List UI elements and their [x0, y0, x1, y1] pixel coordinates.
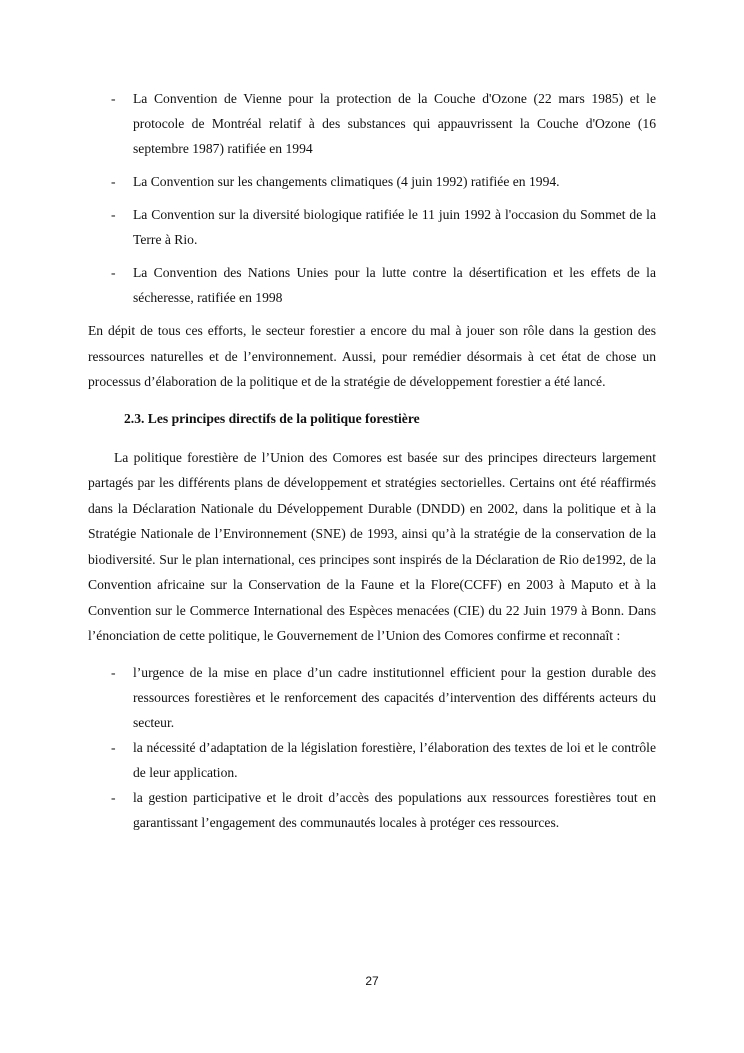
list-item-text: La Convention sur les changements climatiques (4 juin 1992) ratifiée en 1994. [133, 174, 560, 189]
list-bullet: - [111, 91, 116, 106]
list-bullet: - [111, 207, 116, 222]
paragraph-principles: La politique forestière de l’Union des Comores est basée sur des principes directeurs largement partagés par les différents plans de développement et stratégies sectorielles. Certains ont été réaffirmés dans la Déclaration Nationale du Développement Durable (DNDD) en 2002, dans la politique et à la Stratégie Nationale de l’Environnement (SNE) de 1993, ainsi qu’à la stratégie de la conservation de la biodiversité. Sur le plan international, ces principes sont inspirés de la Déclaration de Rio de1992, de la Convention africaine sur la Conservation de la Faune et la Flore(CCFF) en 2003 à Maputo et à la Convention sur le Commerce International des Espèces menacées (CIE) du 22 Juin 1979 à Bonn. Dans l’énonciation de cette politique, le Gouvernement de l’Union des Comores confirme et reconnaît : [88, 449, 656, 643]
list-item [88, 660, 656, 735]
list-bullet: - [111, 664, 116, 680]
list-item [88, 86, 656, 161]
list-item [88, 735, 656, 785]
page-number: 27 [365, 974, 379, 988]
conventions-list [88, 86, 656, 310]
list-item-text: la nécessité d’adaptation de la législation forestière, l’élaboration des textes de loi et le contrôle de leur application. [133, 739, 656, 780]
list-bullet: - [111, 789, 116, 805]
principles-list [88, 660, 656, 835]
list-item [88, 169, 656, 194]
paragraph-efforts: En dépit de tous ces efforts, le secteur forestier a encore du mal à jouer son rôle dans la gestion des ressources naturelles et de l’environnement. Aussi, pour remédier désormais à cet état de chose un processus d’élaboration de la politique et de la stratégie de développement forestier a été lancé. [88, 323, 656, 389]
list-item [88, 260, 656, 310]
page-content [88, 86, 656, 835]
list-item-text: La Convention sur la diversité biologique ratifiée le 11 juin 1992 à l'occasion du Sommet de la Terre à Rio. [133, 207, 656, 247]
list-item-text: l’urgence de la mise en place d’un cadre institutionnel efficient pour la gestion durable des ressources forestières et le renforcement des capacités d’intervention des différents acteurs du secteur. [133, 664, 656, 730]
list-item [88, 202, 656, 252]
list-bullet: - [111, 739, 116, 755]
list-item-text: la gestion participative et le droit d’accès des populations aux ressources forestières tout en garantissant l’engagement des communautés locales à protéger ces ressources. [133, 789, 656, 830]
section-heading: 2.3. Les principes directifs de la politique forestière [124, 410, 420, 426]
list-bullet: - [111, 265, 116, 280]
list-bullet: - [111, 174, 116, 189]
list-item-text: La Convention des Nations Unies pour la lutte contre la désertification et les effets de la sécheresse, ratifiée en 1998 [133, 265, 656, 305]
list-item [88, 785, 656, 835]
list-item-text: La Convention de Vienne pour la protection de la Couche d'Ozone (22 mars 1985) et le protocole de Montréal relatif à des substances qui appauvrissent la Couche d'Ozone (16 septembre 1987) ratifiée en 1994 [133, 91, 656, 156]
